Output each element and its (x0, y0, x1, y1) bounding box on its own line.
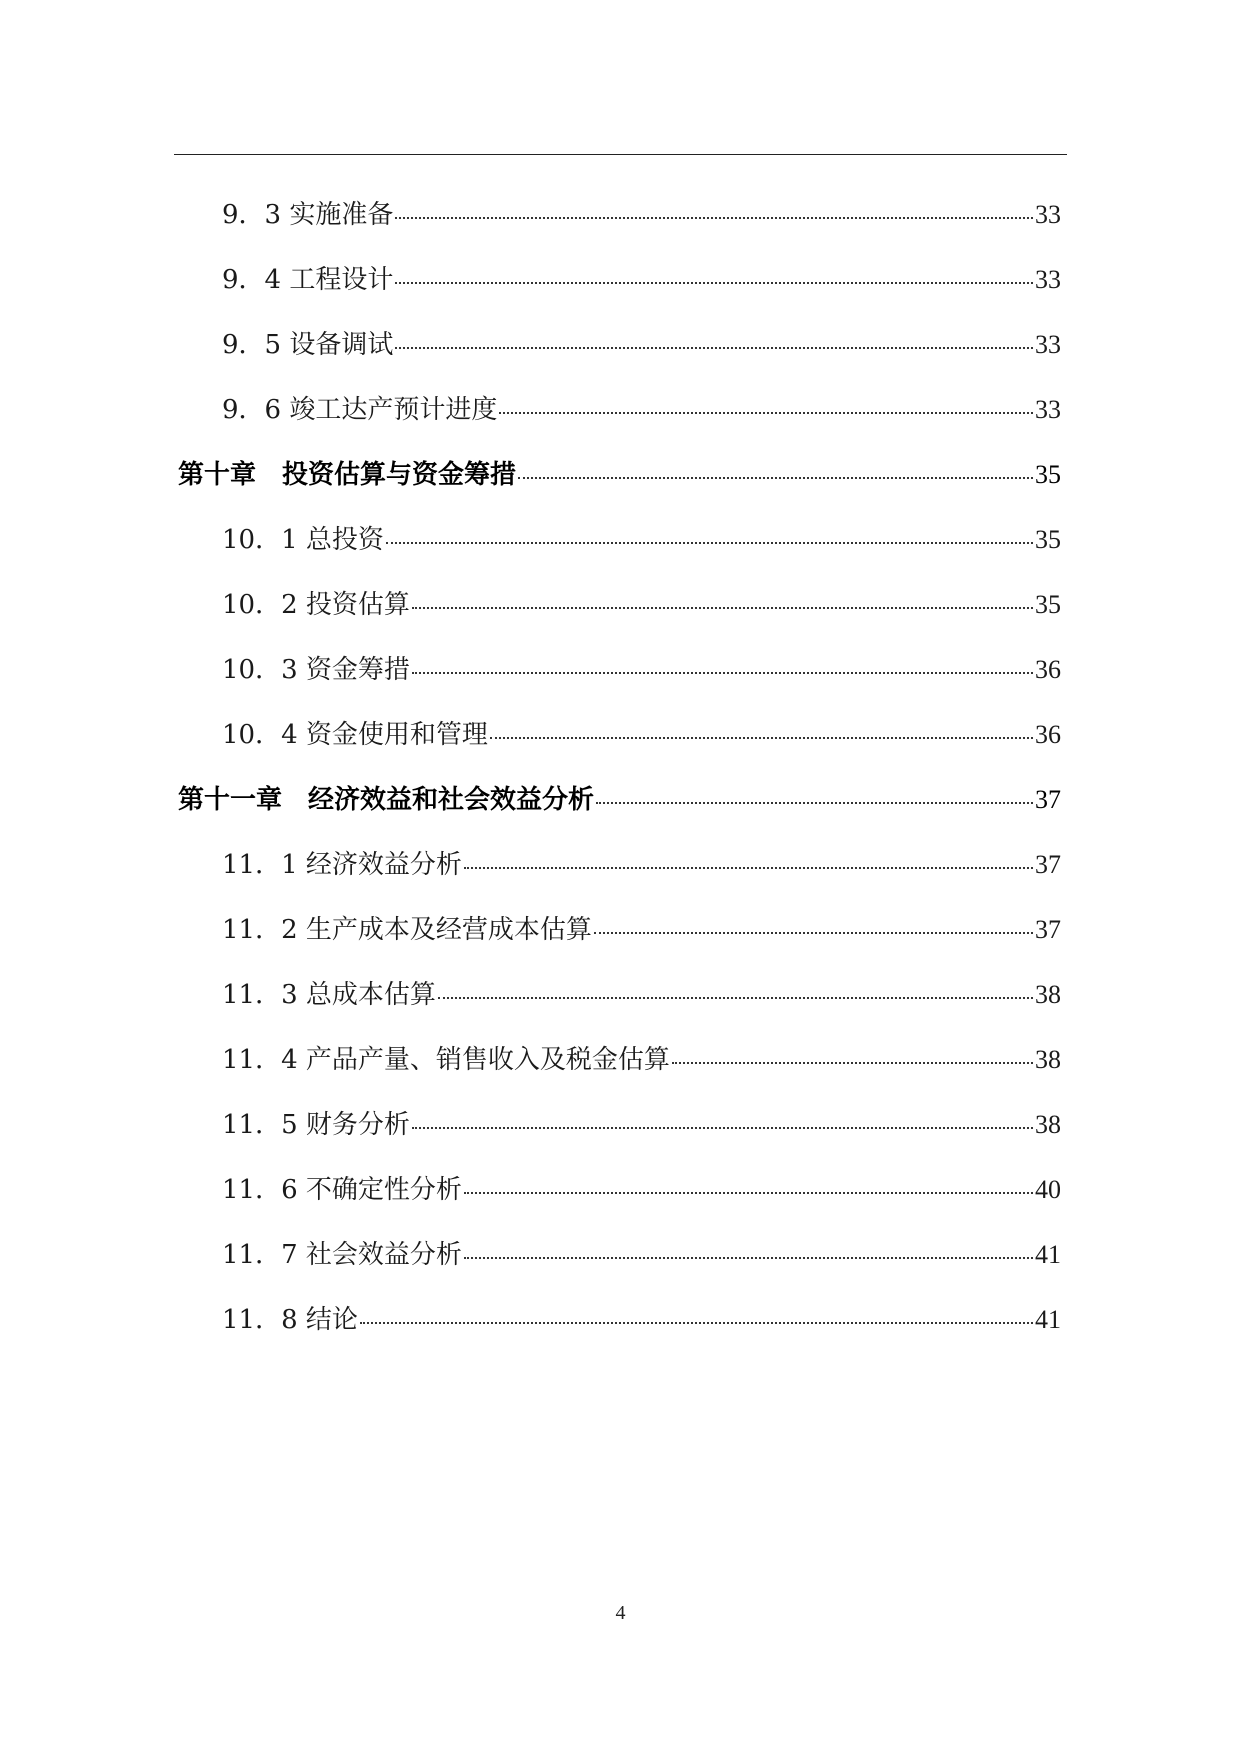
dot-leader (464, 1182, 1033, 1194)
toc-entry-page: 35 (1035, 460, 1061, 489)
toc-entry[interactable] (174, 962, 1067, 1027)
toc-entry-title: 10．3 资金筹措 (222, 655, 410, 685)
dot-leader (386, 532, 1033, 544)
toc-entry[interactable] (174, 247, 1067, 312)
toc-entry-page: 35 (1035, 525, 1061, 554)
dot-leader (596, 792, 1033, 804)
dot-leader (464, 857, 1033, 869)
toc-entry-page: 33 (1035, 330, 1061, 359)
toc-entry[interactable] (174, 312, 1067, 377)
toc-entry-title: 11．5 财务分析 (222, 1110, 410, 1140)
toc-entry-title: 10．2 投资估算 (222, 590, 410, 620)
toc-entry[interactable] (174, 832, 1067, 897)
toc-chapter-title: 第十章 投资估算与资金筹措 (178, 460, 517, 490)
toc-entry-page: 37 (1035, 785, 1061, 814)
dot-leader (412, 1117, 1033, 1129)
toc-entry-title: 9．3 实施准备 (222, 200, 394, 230)
dot-leader (395, 207, 1033, 219)
toc-entry-title: 9．5 设备调试 (222, 330, 394, 360)
table-of-contents (174, 182, 1067, 1352)
toc-entry[interactable] (174, 182, 1067, 247)
dot-leader (412, 662, 1033, 674)
toc-entry-title: 10．4 资金使用和管理 (222, 720, 488, 750)
toc-entry-page: 41 (1035, 1305, 1061, 1334)
toc-entry-title: 9．4 工程设计 (222, 265, 394, 295)
dot-leader (594, 922, 1033, 934)
toc-entry-page: 36 (1035, 720, 1061, 749)
toc-entry[interactable] (174, 377, 1067, 442)
dot-leader (490, 727, 1033, 739)
toc-entry-page: 38 (1035, 980, 1061, 1009)
toc-entry-title: 9．6 竣工达产预计进度 (222, 395, 498, 425)
dot-leader (672, 1052, 1033, 1064)
page-number: 4 (615, 1602, 626, 1624)
toc-entry[interactable] (174, 1157, 1067, 1222)
toc-entry-page: 33 (1035, 265, 1061, 294)
toc-entry[interactable] (174, 1222, 1067, 1287)
dot-leader (438, 987, 1033, 999)
toc-entry-title: 11．4 产品产量、销售收入及税金估算 (222, 1045, 670, 1075)
toc-entry-page: 38 (1035, 1045, 1061, 1074)
toc-entry[interactable] (174, 897, 1067, 962)
toc-entry-page: 33 (1035, 395, 1061, 424)
toc-entry-page: 35 (1035, 590, 1061, 619)
dot-leader (395, 272, 1033, 284)
toc-entry[interactable] (174, 1027, 1067, 1092)
header-rule (174, 154, 1067, 155)
dot-leader (360, 1312, 1033, 1324)
toc-entry-page: 37 (1035, 915, 1061, 944)
toc-entry-title: 11．8 结论 (222, 1305, 358, 1335)
toc-entry-title: 11．7 社会效益分析 (222, 1240, 462, 1270)
toc-chapter-entry[interactable] (174, 767, 1067, 832)
toc-entry-page: 33 (1035, 200, 1061, 229)
toc-entry-title: 10．1 总投资 (222, 525, 384, 555)
toc-entry[interactable] (174, 1287, 1067, 1352)
dot-leader (395, 337, 1033, 349)
toc-entry-title: 11．6 不确定性分析 (222, 1175, 462, 1205)
toc-entry-title: 11．3 总成本估算 (222, 980, 436, 1010)
toc-entry[interactable] (174, 572, 1067, 637)
dot-leader (499, 402, 1033, 414)
toc-entry[interactable] (174, 1092, 1067, 1157)
toc-entry-page: 38 (1035, 1110, 1061, 1139)
toc-entry[interactable] (174, 702, 1067, 767)
toc-chapter-title: 第十一章 经济效益和社会效益分析 (178, 785, 595, 815)
toc-chapter-entry[interactable] (174, 442, 1067, 507)
toc-entry-page: 36 (1035, 655, 1061, 684)
dot-leader (412, 597, 1033, 609)
dot-leader (464, 1247, 1033, 1259)
toc-entry[interactable] (174, 507, 1067, 572)
toc-entry-title: 11．1 经济效益分析 (222, 850, 462, 880)
toc-entry-page: 41 (1035, 1240, 1061, 1269)
toc-entry-title: 11．2 生产成本及经营成本估算 (222, 915, 592, 945)
toc-entry[interactable] (174, 637, 1067, 702)
dot-leader (518, 467, 1033, 479)
toc-entry-page: 40 (1035, 1175, 1061, 1204)
toc-entry-page: 37 (1035, 850, 1061, 879)
